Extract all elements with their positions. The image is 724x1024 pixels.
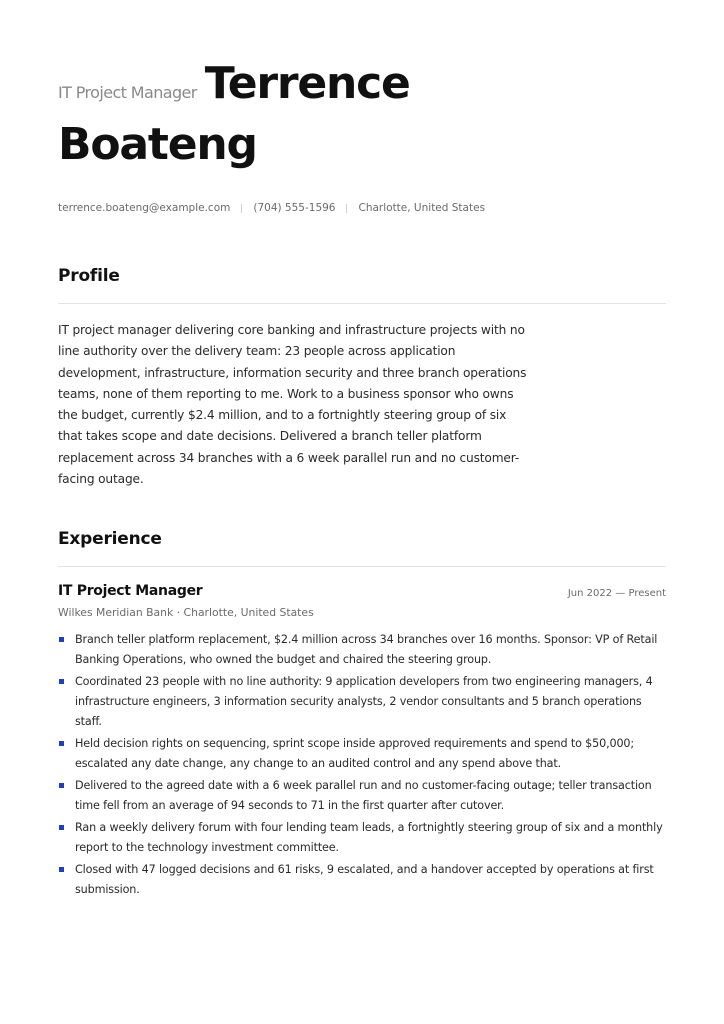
- square-bullet-icon: [59, 867, 64, 872]
- job-bullet: [58, 776, 666, 816]
- square-bullet-icon: [59, 637, 64, 642]
- contact-line: [58, 202, 485, 214]
- job-title: IT Project Manager: [58, 583, 203, 599]
- square-bullet-icon: [59, 679, 64, 684]
- job-bullet-list: [58, 630, 666, 902]
- profile-summary: IT project manager delivering core banking and infrastructure projects with no line authority over the delivery team: 23 people across application development, infrastructure, information security and three branch operations teams, none of them reporting to me. Work to a business sponsor who owns the budget, currently $2.4 million, and to a fortnightly steering group of six that takes scope and date decisions. Delivered a branch teller platform replacement across 34 branches with a 6 week parallel run and no customer-facing outage.: [58, 323, 527, 487]
- job-bullet-text: Branch teller platform replacement, $2.4 million across 34 branches over 16 months. Sponsor: VP of Retail Banking Operations, who owned the budget and chaired the steering group.: [75, 633, 658, 666]
- job-bullet: [58, 860, 666, 900]
- job-role: IT Project Manager: [58, 83, 197, 102]
- job-bullet-text: Delivered to the agreed date with a 6 week parallel run and no customer-facing outage; teller transaction time fell from an average of 94 seconds to 71 in the first quarter after cutover.: [75, 778, 652, 812]
- first-name: Terrence: [204, 58, 410, 109]
- experience-divider: [58, 566, 666, 567]
- profile-divider: [58, 303, 666, 304]
- square-bullet-icon: [59, 741, 64, 746]
- contact-phone[interactable]: (704) 555-1596: [253, 202, 336, 214]
- contact-location: Charlotte, United States: [358, 202, 486, 214]
- job-bullet-text: Closed with 47 logged decisions and 61 risks, 9 escalated, and a handover accepted by operations at first submission.: [75, 862, 654, 896]
- job-bullet-text: Ran a weekly delivery forum with four lending team leads, a fortnightly steering group of six and a monthly report to the technology investment committee.: [75, 820, 663, 854]
- job-bullet: [58, 734, 666, 774]
- job-bullet-text: Held decision rights on sequencing, sprint scope inside approved requirements and spend to $50,000; escalated any date change, any change to an audited control and any spend above that.: [75, 736, 635, 770]
- job-bullet: [58, 818, 666, 858]
- square-bullet-icon: [59, 783, 64, 788]
- name-header: [58, 58, 666, 180]
- job-bullet: [58, 630, 666, 670]
- contact-divider: [346, 204, 347, 213]
- profile-heading: Profile: [58, 266, 120, 286]
- contact-divider: [241, 204, 242, 213]
- job-company: Wilkes Meridian Bank · Charlotte, United States: [58, 606, 314, 619]
- job-dates: Jun 2022 — Present: [567, 588, 666, 599]
- last-name: Boateng: [58, 119, 257, 170]
- job-bullet: [58, 672, 666, 731]
- job-bullet-text: Coordinated 23 people with no line authority: 9 application developers from two engineering managers, 4 infrastructure engineers, 3 information security analysts, 2 vendor consultants and 5 branch operations staff.: [75, 674, 653, 728]
- contact-email[interactable]: terrence.boateng@example.com: [58, 202, 231, 214]
- experience-heading: Experience: [58, 529, 162, 549]
- square-bullet-icon: [59, 825, 64, 830]
